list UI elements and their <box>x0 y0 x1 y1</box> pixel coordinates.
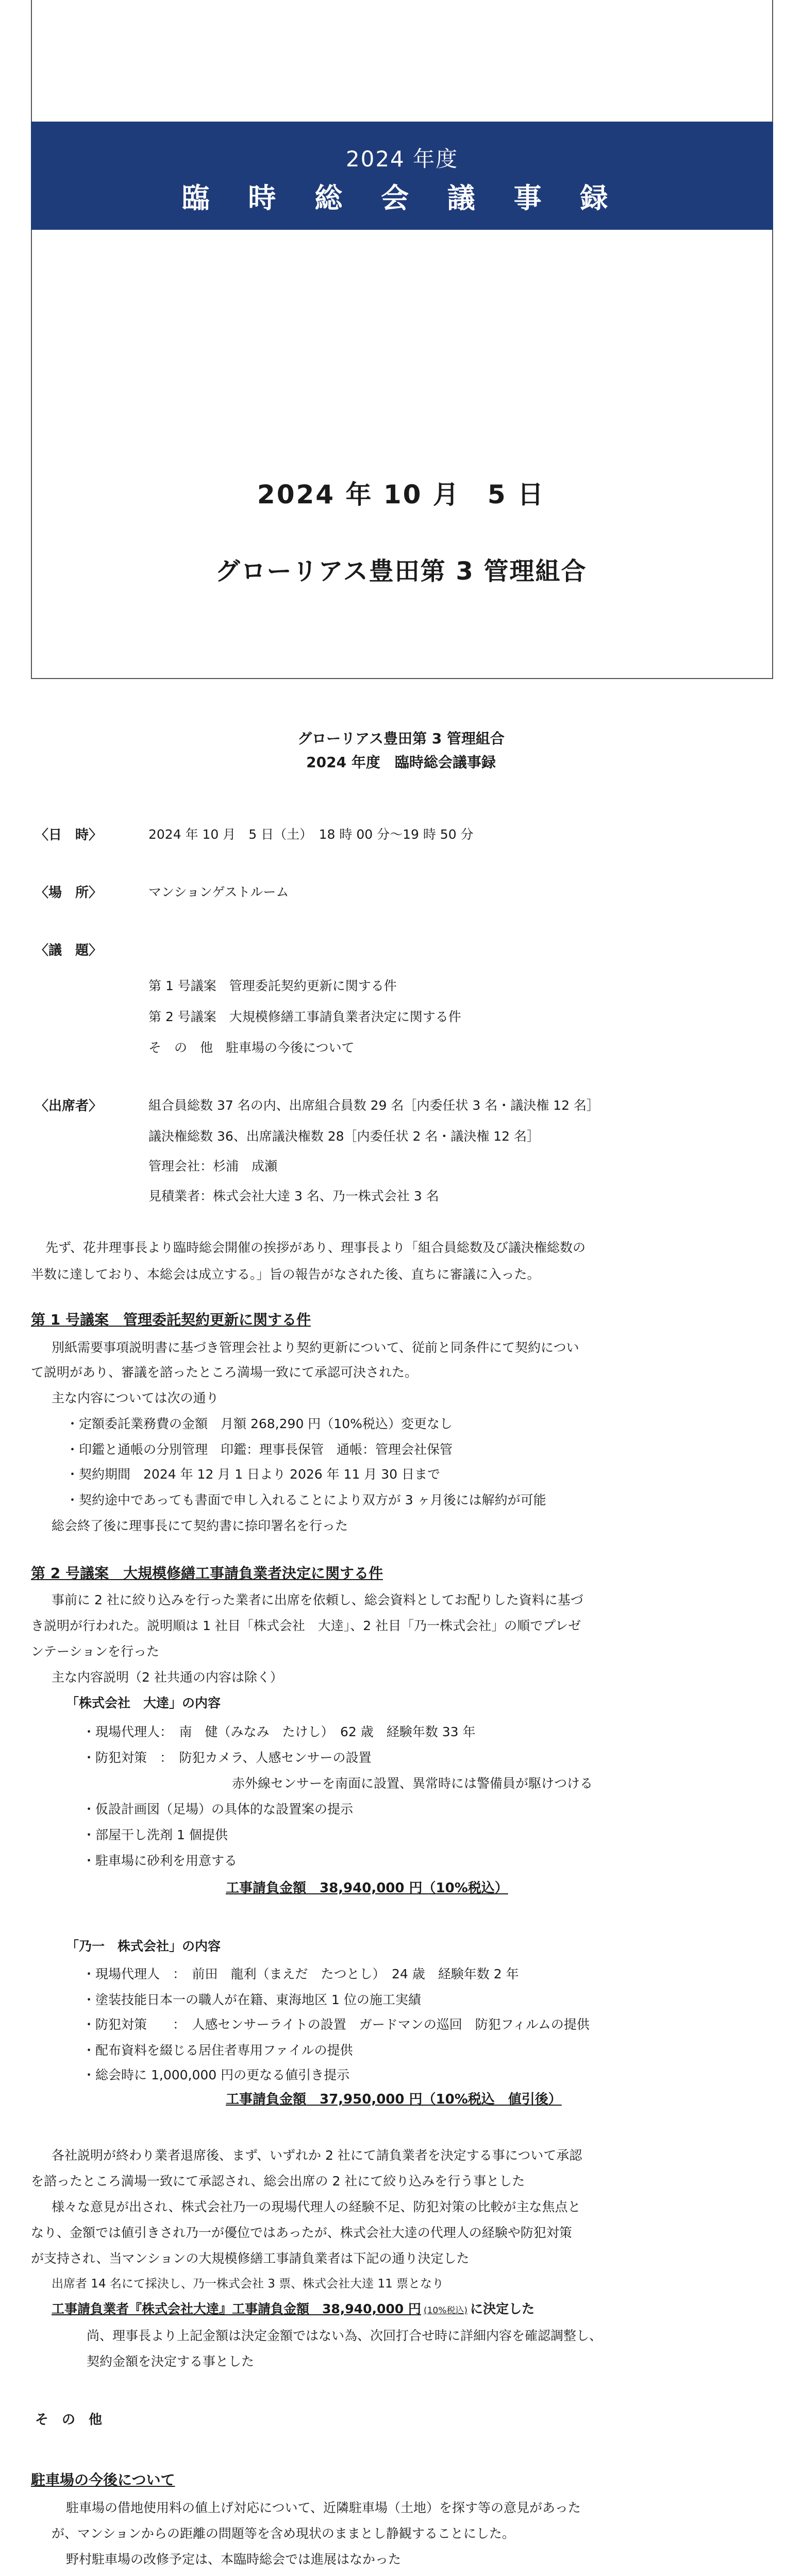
item2-vote: 出席者 14 名にて採決し、乃一株式会社 3 票、株式会社大逹 11 票となり <box>52 2277 444 2291</box>
doc-org: グローリアス豊田第 3 管理組合 <box>297 730 505 747</box>
cover-title: 臨 時 総 会 議 事 録 <box>181 182 623 214</box>
item1-closing: 総会終了後に理事長にて契約書に捺印署名を行った <box>52 1518 348 1533</box>
item1-contents-intro: 主な内容については次の通り <box>52 1391 219 1405</box>
cover-date: 2024 年 10 月 5 日 <box>257 480 545 510</box>
minutes-page <box>0 679 802 2576</box>
agenda-label: 〈議 題〉 <box>35 943 103 958</box>
vendor-b-bullet: ・ 防犯対策 ： 人感センサーライトの設置 ガードマンの巡回 防犯フィルムの提供 <box>82 2014 590 2033</box>
vendor-a-name: 「株式会社 大逹」の内容 <box>66 1696 221 1710</box>
agenda-item: そ の 他 駐車場の今後について <box>148 1040 355 1055</box>
item2-discussion: なり、金額では値引きされ乃一が優位ではあったが、株式会社大逹の代理人の経験や防犯対策 <box>31 2225 572 2240</box>
datetime-value: 2024 年 10 月 5 日（土） 18 時 00 分〜19 時 50 分 <box>148 827 474 842</box>
vendor-b-bullet: ・ 塗装技能日本一の職人が在籍、東海地区 1 位の施工実績 <box>82 1990 421 2008</box>
vendor-a-bullet: ・ 仮設計画図（足場）の具体的な設置案の提示 <box>82 1799 353 1818</box>
place-value: マンションゲストルーム <box>148 885 289 900</box>
cover-organization: グローリアス豊田第 3 管理組合 <box>215 557 587 586</box>
parking-body: が、マンションからの距離の問題等を含め現状のままとし静観することにした。 <box>52 2526 515 2541</box>
parking-body: 駐車場の借地使用料の値上げ対応について、近隣駐車場（土地）を探す等の意見があった <box>66 2500 581 2515</box>
datetime-label: 〈日 時〉 <box>35 827 103 843</box>
doc-title: 2024 年度 臨時総会議事録 <box>306 754 496 771</box>
vendor-b-name: 「乃一 株式会社」の内容 <box>66 1939 221 1954</box>
opening-line: 半数に達しており、本総会は成立する。」旨の報告がなされた後、直ちに審議に入った。 <box>31 1267 540 1282</box>
item2-body: 事前に 2 社に絞り込みを行った業者に出席を依頼し、総会資料としてお配りした資料に基づ <box>52 1592 583 1607</box>
vendor-b-bullet: ・ 現場代理人 ： 前田 龍利（まえだ たつとし） 24 歳 経験年数 2 年 <box>82 1964 519 1982</box>
attendees-line: 議決権総数 36、出席議決権数 28［内委任状 2 名・議決権 12 名］ <box>148 1129 540 1144</box>
item1-bullet: ・ 契約途中であっても書面で申し入れることにより双方が 3 ヶ月後には解約が可能 <box>66 1490 546 1509</box>
others-heading: そ の 他 <box>35 2412 103 2428</box>
attendees-label: 〈出席者〉 <box>35 1098 103 1114</box>
vendor-b-amount: 工事請負金額 37,950,000 円（10%税込 値引後） <box>226 2092 562 2107</box>
vendor-a-bullet: ・ 防犯対策 ： 防犯カメラ、人感センサーの設置 <box>82 1748 372 1766</box>
vendor-a-bullet-sub: 赤外線センサーを南面に設置、異常時には警備員が駆けつける <box>232 1776 593 1791</box>
attendees-line: 組合員総数 37 名の内、出席組合員数 29 名［内委任状 3 名・議決権 12 名］ <box>148 1098 599 1113</box>
item1-bullet: ・ 印鑑と通帳の分別管理 印鑑：理事長保管 通帳：管理会社保管 <box>66 1439 453 1458</box>
item1-bullet: ・ 契約期間 2024 年 12 月 1 日より 2026 年 11 月 30 日まで <box>66 1464 440 1483</box>
cover-page <box>0 0 802 679</box>
item2-followup: 契約金額を決定する事とした <box>87 2354 255 2369</box>
item1-heading: 第 1 号議案 管理委託契約更新に関する件 <box>31 1311 311 1328</box>
item2-body: き説明が行われた。説明順は 1 社目「株式会社 大逹」、2 社目「乃一株式会社」の順でプレゼ <box>31 1618 581 1633</box>
vendor-b-bullet: ・ 配布資料を綴じる居住者専用ファイルの提供 <box>82 2040 353 2059</box>
opening-line: 先ず、花井理事長より臨時総会開催の挨拶があり、理事長より「組合員総数及び議決権総数の <box>45 1240 586 1255</box>
vendor-a-bullet: ・ 駐車場に砂利を用意する <box>82 1851 237 1869</box>
decision-main: 工事請負業者『株式会社大逹』工事請負金額 38,940,000 円 <box>52 2301 421 2316</box>
decision-tax: (10%税込) <box>423 2306 468 2316</box>
parking-body: 野村駐車場の改修予定は、本臨時総会では進展はなかった <box>66 2552 402 2567</box>
agenda-item: 第 1 号議案 管理委託契約更新に関する件 <box>148 978 397 993</box>
item1-bullet: ・ 定額委託業務費の金額 月額 268,290 円（10%税込）変更なし <box>66 1414 453 1432</box>
attendees-line: 見積業者：株式会社大逹 3 名、乃一株式会社 3 名 <box>148 1189 439 1204</box>
item2-body: ンテーションを行った <box>31 1644 160 1659</box>
cover-year: 2024 年度 <box>345 146 459 172</box>
item2-followup: 尚、理事長より上記金額は決定金額ではない為、次回打合せ時に詳細内容を確認調整し、 <box>87 2328 603 2343</box>
item2-decision <box>52 2299 534 2317</box>
item1-body: 別紙需要事項説明書に基づき管理会社より契約更新について、従前と同条件にて契約につい <box>52 1340 579 1355</box>
item2-contents-intro: 主な内容説明（2 社共通の内容は除く） <box>52 1670 283 1685</box>
parking-heading: 駐車場の今後について <box>31 2471 175 2488</box>
item2-heading: 第 2 号議案 大規模修繕工事請負業者決定に関する件 <box>31 1565 383 1582</box>
agenda-item: 第 2 号議案 大規模修繕工事請負業者決定に関する件 <box>148 1009 461 1024</box>
item1-body: て説明があり、審議を諮ったところ満場一致にて承認可決された。 <box>31 1365 418 1380</box>
vendor-b-bullet: ・ 総会時に 1,000,000 円の更なる値引き提示 <box>82 2065 349 2083</box>
decision-tail: に決定した <box>470 2301 535 2316</box>
place-label: 〈場 所〉 <box>35 885 103 901</box>
vendor-a-bullet: ・ 部屋干し洗剤 1 個提供 <box>82 1825 228 1843</box>
attendees-line: 管理会社：杉浦 成瀬 <box>148 1159 278 1174</box>
item2-discussion: を諮ったところ満場一致にて承認され、総会出席の 2 社にて絞り込みを行う事とした <box>31 2174 525 2189</box>
item2-discussion: 様々な意見が出され、株式会社乃一の現場代理人の経験不足、防犯対策の比較が主な焦点と <box>52 2199 581 2214</box>
item2-discussion: が支持され、当マンションの大規模修繕工事請負業者は下記の通り決定した <box>31 2251 470 2266</box>
item2-discussion: 各社説明が終わり業者退席後、まず、いずれか 2 社にて請負業者を決定する事について承認 <box>52 2148 582 2163</box>
vendor-a-bullet: ・ 現場代理人： 南 健（みなみ たけし） 62 歳 経験年数 33 年 <box>82 1722 475 1740</box>
vendor-a-amount: 工事請負金額 38,940,000 円（10%税込） <box>226 1880 508 1896</box>
cover-banner <box>31 122 773 230</box>
